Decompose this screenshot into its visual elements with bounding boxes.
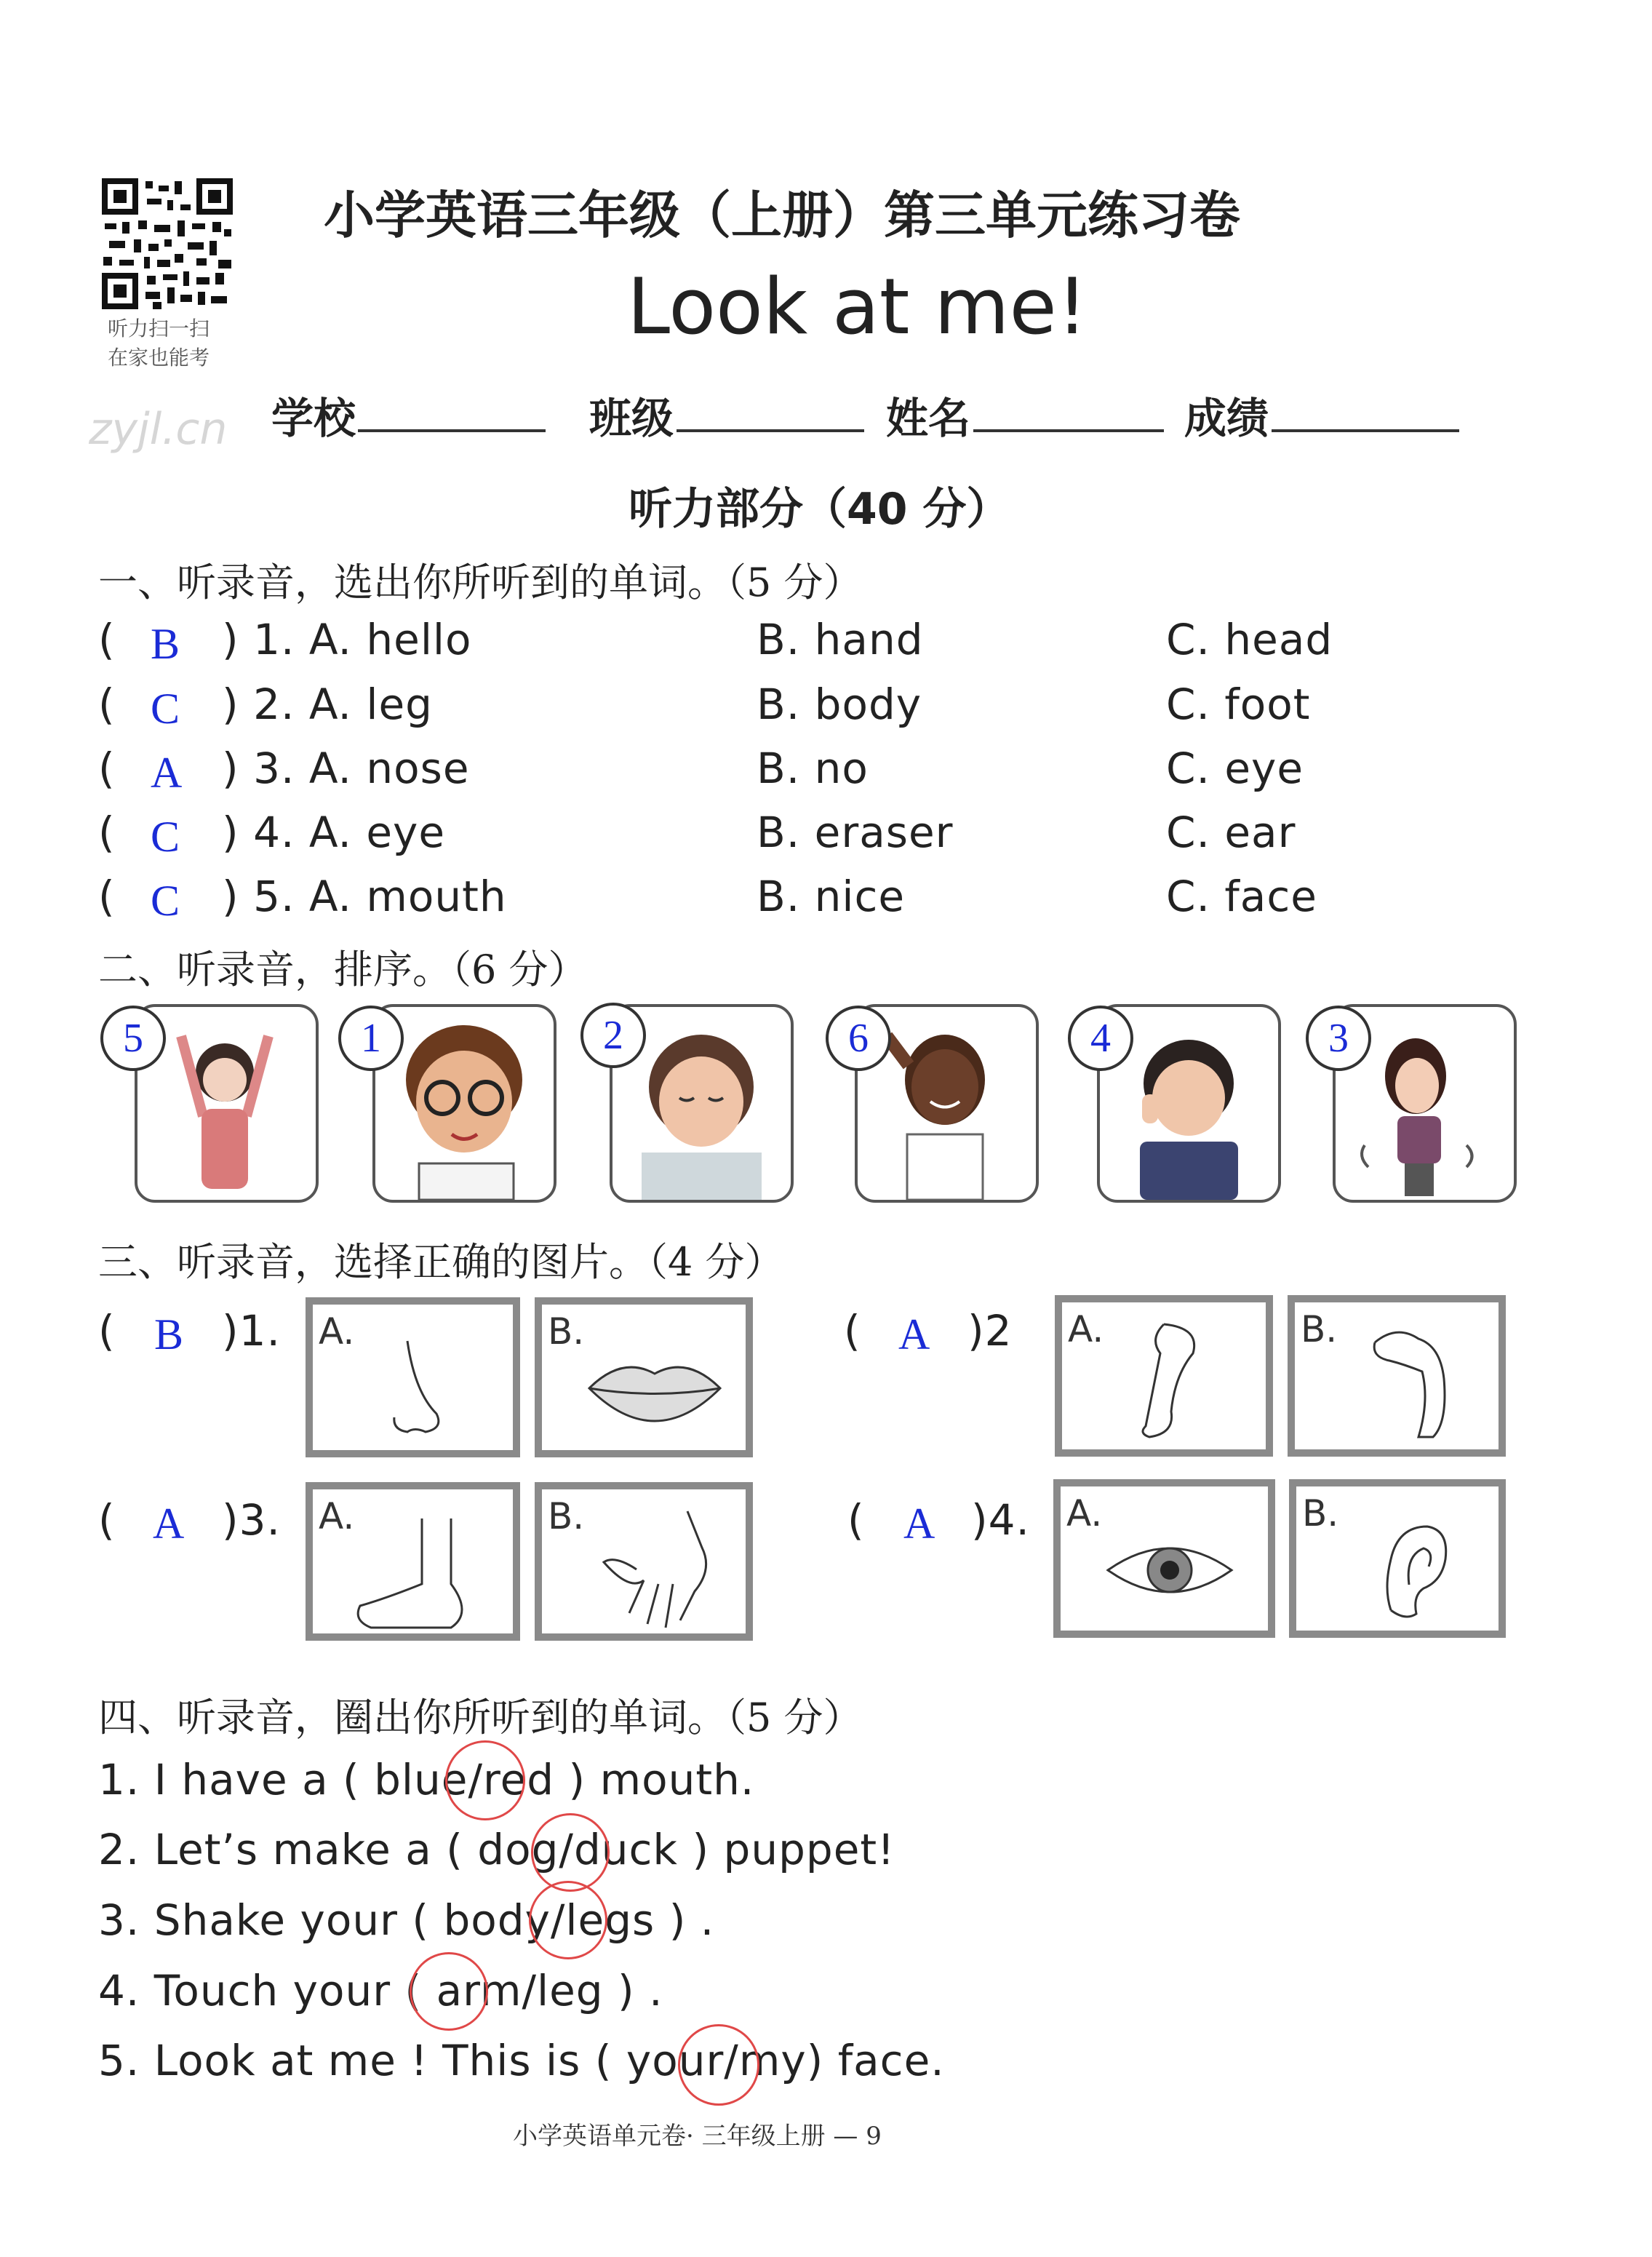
foot-icon — [342, 1511, 502, 1635]
section-title: 听力部分（40 分） — [629, 484, 1010, 535]
open-paren: ( — [98, 872, 115, 921]
option-a: ) 3. A. nose — [222, 744, 470, 793]
option-label: A. — [319, 1495, 355, 1537]
nose-icon — [356, 1334, 487, 1443]
field-name-line — [973, 429, 1164, 432]
qr-code — [102, 178, 233, 309]
open-paren: ( — [98, 1306, 115, 1356]
order-circle — [1306, 1006, 1371, 1071]
option-a: ) 5. A. mouth — [222, 872, 507, 921]
field-school-line — [358, 429, 546, 432]
option-a: ) 1. A. hello — [222, 615, 472, 664]
order-number: 4 — [1090, 1016, 1111, 1061]
part1-heading: 一、听录音，选出你所听到的单词。（5 分） — [98, 560, 863, 605]
answer-circle — [445, 1740, 525, 1820]
order-number: 3 — [1328, 1016, 1349, 1061]
order-number: 1 — [361, 1016, 381, 1061]
option-c: C. head — [1166, 615, 1333, 664]
field-school-label: 学校 — [271, 394, 356, 443]
picture-option-b — [535, 1297, 753, 1457]
answer-mark: B — [154, 1310, 184, 1358]
answer-mark: A — [903, 1500, 935, 1548]
option-label: A. — [1068, 1308, 1104, 1350]
part1-item — [98, 680, 1553, 738]
sentence-item: 4. Touch your ( arm/leg ) . — [98, 1966, 663, 2015]
arm-icon — [1360, 1321, 1469, 1444]
order-circle — [826, 1006, 891, 1071]
order-circle — [1068, 1006, 1133, 1071]
answer-mark: A — [898, 1310, 930, 1358]
answer-circle — [410, 1952, 488, 2031]
option-b: B. no — [757, 744, 869, 793]
order-number: 2 — [603, 1013, 623, 1058]
sentence-item: 3. Shake your ( body/legs ) . — [98, 1895, 715, 1945]
page-subtitle: Look at me! — [627, 262, 1088, 351]
answer-circle — [678, 2024, 759, 2106]
option-a: ) 2. A. leg — [222, 680, 433, 729]
order-circle — [100, 1006, 166, 1071]
item-number: )4. — [971, 1495, 1030, 1545]
option-label: A. — [319, 1310, 355, 1353]
hand-icon — [593, 1504, 724, 1635]
open-paren: ( — [98, 1495, 115, 1545]
page-footer: 小学英语单元卷· 三年级上册 — 9 — [513, 2122, 882, 2151]
part1-item — [98, 808, 1553, 866]
field-class-line — [677, 429, 864, 432]
answer-mark: C — [151, 685, 180, 733]
option-label: B. — [1302, 1492, 1339, 1534]
picture-option-a — [1055, 1295, 1273, 1457]
order-circle — [580, 1003, 646, 1068]
field-name-label: 姓名 — [886, 394, 971, 443]
answer-mark: A — [153, 1500, 185, 1548]
option-c: C. eye — [1166, 744, 1304, 793]
open-paren: ( — [98, 808, 115, 857]
answer-mark: B — [151, 620, 180, 668]
open-paren: ( — [98, 744, 115, 793]
answer-mark: C — [151, 877, 180, 925]
picture-option-b — [1289, 1479, 1506, 1638]
item-number: )2 — [967, 1306, 1013, 1356]
part2-heading: 二、听录音，排序。（6 分） — [98, 947, 588, 992]
open-paren: ( — [98, 615, 115, 664]
eye-icon — [1104, 1530, 1235, 1610]
open-paren: ( — [847, 1495, 864, 1545]
option-b: B. eraser — [757, 808, 954, 857]
option-label: B. — [1301, 1308, 1338, 1350]
part1-item — [98, 744, 1553, 802]
part1-item — [98, 872, 1553, 930]
answer-mark: C — [151, 813, 180, 861]
option-c: C. ear — [1166, 808, 1296, 857]
answer-mark: A — [151, 749, 183, 797]
lips-icon — [586, 1348, 724, 1428]
option-b: B. nice — [757, 872, 906, 921]
picture-option-a — [1053, 1479, 1275, 1638]
watermark: zyjl.cn — [89, 404, 228, 455]
item-number: )1. — [222, 1306, 281, 1356]
field-score-line — [1272, 429, 1459, 432]
open-paren: ( — [98, 680, 115, 729]
option-a: ) 4. A. eye — [222, 808, 446, 857]
field-score-label: 成绩 — [1184, 394, 1269, 443]
order-circle — [338, 1006, 404, 1071]
order-number: 6 — [848, 1016, 869, 1061]
item-number: )3. — [222, 1495, 281, 1545]
sentence-item: 5. Look at me ! This is ( your/my) face. — [98, 2036, 945, 2085]
qr-caption-2: 在家也能考 — [108, 346, 210, 370]
part1-item — [98, 615, 1553, 673]
answer-circle — [531, 1813, 610, 1892]
field-class-label: 班级 — [589, 394, 674, 443]
picture-option-a — [306, 1297, 520, 1457]
answer-circle — [529, 1881, 607, 1959]
sentence-item: 2. Let’s make a ( dog/duck ) puppet! — [98, 1825, 895, 1874]
picture-option-b — [535, 1482, 753, 1641]
leg-icon — [1120, 1317, 1222, 1448]
picture-option-a — [306, 1482, 520, 1641]
ear-icon — [1369, 1516, 1456, 1625]
picture-option-b — [1288, 1295, 1506, 1457]
option-label: B. — [548, 1310, 585, 1353]
option-c: C. foot — [1166, 680, 1311, 729]
open-paren: ( — [844, 1306, 861, 1356]
option-b: B. body — [757, 680, 922, 729]
option-b: B. hand — [757, 615, 924, 664]
qr-caption-1: 听力扫一扫 — [108, 317, 210, 341]
option-label: A. — [1066, 1492, 1103, 1534]
page-title: 小学英语三年级（上册）第三单元练习卷 — [324, 186, 1240, 245]
option-c: C. face — [1166, 872, 1317, 921]
sentence-item: 1. I have a ( blue/red ) mouth. — [98, 1755, 755, 1804]
part3-heading: 三、听录音，选择正确的图片。（4 分） — [98, 1239, 784, 1285]
option-label: B. — [548, 1495, 585, 1537]
order-number: 5 — [123, 1016, 143, 1061]
part4-heading: 四、听录音，圈出你所听到的单词。（5 分） — [98, 1695, 863, 1740]
